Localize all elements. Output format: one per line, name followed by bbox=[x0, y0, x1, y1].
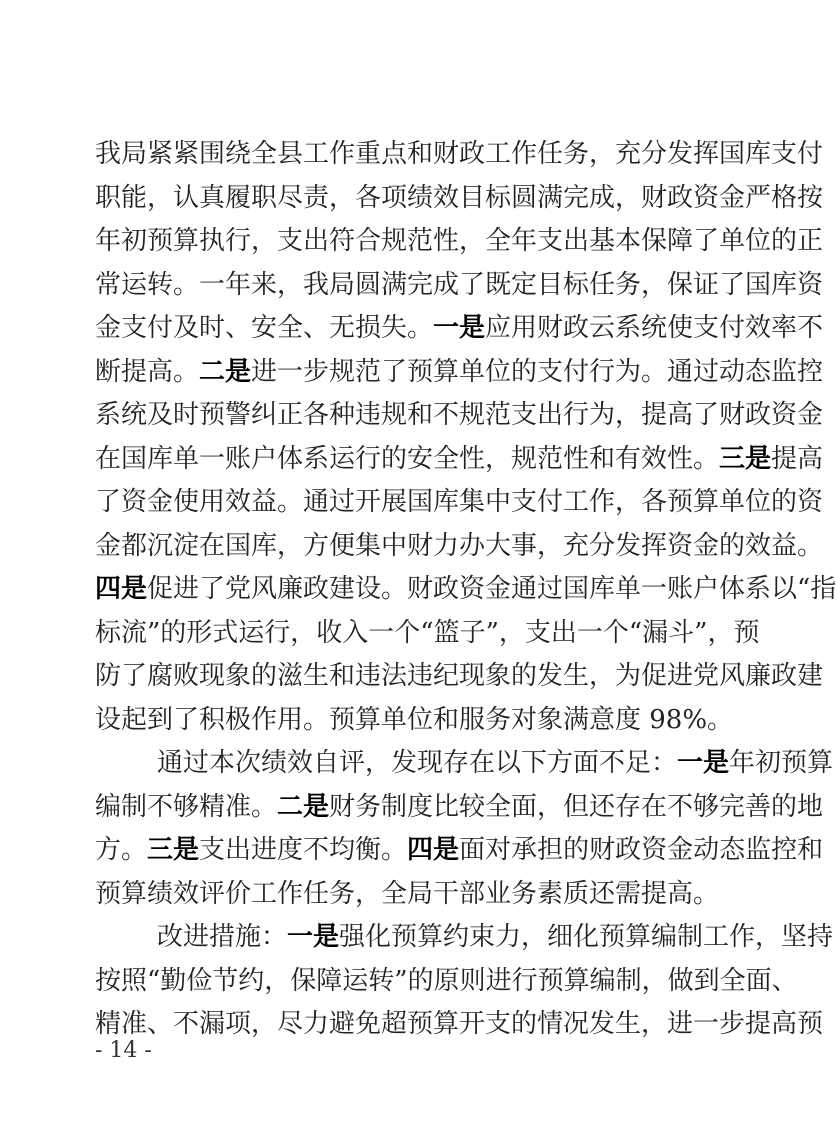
bold-keyword: 四是 bbox=[407, 835, 460, 865]
text-line bbox=[95, 438, 824, 482]
page-number: - 14 - bbox=[95, 1038, 152, 1063]
text-line bbox=[95, 568, 836, 612]
text-segment: 促进了党风廉政建设。财政资金通过国库单一账户体系以“指 bbox=[147, 574, 836, 604]
text-segment: 防了腐败现象的滋生和违法违纪现象的发生，为促进党风廉政建 bbox=[95, 661, 824, 691]
text-segment: 编制不够精准。 bbox=[95, 791, 278, 822]
text-line bbox=[95, 655, 824, 699]
text-segment: 面对承担的财政资金动态监控和 bbox=[459, 835, 824, 865]
text-line bbox=[95, 133, 824, 177]
document-body bbox=[95, 133, 836, 1047]
text-line bbox=[95, 960, 798, 1004]
text-line bbox=[95, 394, 824, 438]
text-segment: 设起到了积极作用。预算单位和服务对象满意度 98%。 bbox=[95, 704, 734, 735]
bold-keyword: 一是 bbox=[677, 748, 730, 778]
text-segment: 通过本次绩效自评，发现存在以下方面不足： bbox=[157, 748, 678, 778]
text-segment: 年初预算执行，支出符合规范性，全年支出基本保障了单位的正 bbox=[95, 226, 824, 256]
bold-keyword: 二是 bbox=[199, 356, 252, 387]
text-segment: 常运转。一年来，我局圆满完成了既定目标任务，保证了国库资 bbox=[95, 269, 824, 300]
text-segment: 强化预算约束力，细化预算编制工作，坚持 bbox=[339, 922, 834, 952]
bold-keyword: 四是 bbox=[95, 574, 148, 604]
text-line bbox=[95, 742, 834, 786]
text-line bbox=[95, 264, 824, 308]
text-segment: 金支付及时、安全、无损失。 bbox=[95, 313, 434, 343]
text-line bbox=[95, 829, 824, 873]
text-line bbox=[95, 873, 720, 917]
text-segment: 金都沉淀在国库，方便集中财力办大事，充分发挥资金的效益。 bbox=[95, 530, 824, 561]
bold-keyword: 一是 bbox=[287, 922, 340, 952]
text-line bbox=[95, 612, 760, 656]
text-segment: 职能，认真履职尽责，各项绩效目标圆满完成，财政资金严格按 bbox=[95, 182, 824, 213]
text-line bbox=[95, 307, 824, 351]
text-segment: 断提高。 bbox=[95, 356, 200, 387]
text-line bbox=[95, 177, 824, 221]
text-segment: 了资金使用效益。通过开展国库集中支付工作，各预算单位的资 bbox=[95, 487, 824, 517]
text-segment: 我局紧紧围绕全县工作重点和财政工作任务，充分发挥国库支付 bbox=[95, 139, 824, 169]
text-line bbox=[95, 525, 824, 569]
bold-keyword: 二是 bbox=[277, 791, 330, 822]
text-line bbox=[95, 786, 824, 830]
text-segment: 支出进度不均衡。 bbox=[199, 835, 408, 865]
text-segment: 财务制度比较全面，但还存在不够完善的地 bbox=[329, 791, 824, 822]
text-line bbox=[95, 481, 824, 525]
text-line bbox=[95, 351, 824, 395]
text-line bbox=[95, 699, 734, 743]
text-segment: 提高 bbox=[771, 443, 824, 474]
text-segment: 按照“勤俭节约，保障运转”的原则进行预算编制，做到全面、 bbox=[95, 965, 798, 996]
text-segment: 应用财政云系统使支付效率不 bbox=[485, 313, 824, 343]
bold-keyword: 三是 bbox=[147, 835, 200, 865]
text-segment: 在国库单一账户体系运行的安全性，规范性和有效性。 bbox=[95, 443, 720, 474]
text-segment: 方。 bbox=[95, 835, 148, 865]
text-segment: 精准、不漏项，尽力避免超预算开支的情况发生，进一步提高预 bbox=[95, 1009, 824, 1039]
text-segment: 年初预算 bbox=[729, 748, 834, 778]
text-segment: 系统及时预警纠正各种违规和不规范支出行为，提高了财政资金 bbox=[95, 400, 824, 430]
text-segment: 标流”的形式运行，收入一个“篮子”，支出一个“漏斗”，预 bbox=[95, 617, 760, 648]
text-line bbox=[95, 1003, 824, 1047]
bold-keyword: 三是 bbox=[719, 443, 772, 474]
text-segment: 改进措施： bbox=[157, 922, 288, 952]
text-segment: 进一步规范了预算单位的支付行为。通过动态监控 bbox=[251, 356, 824, 387]
text-line bbox=[95, 916, 834, 960]
bold-keyword: 一是 bbox=[433, 313, 486, 343]
text-line bbox=[95, 220, 824, 264]
text-segment: 预算绩效评价工作任务，全局干部业务素质还需提高。 bbox=[95, 878, 720, 909]
